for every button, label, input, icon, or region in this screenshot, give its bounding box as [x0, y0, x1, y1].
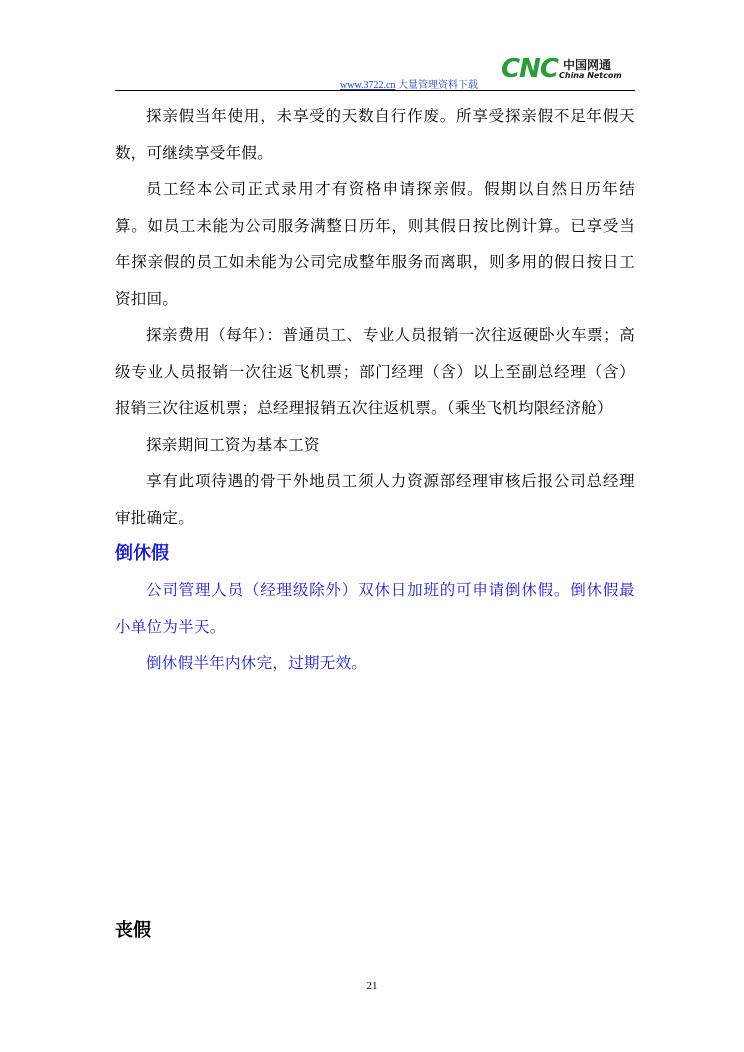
paragraph-home-leave-approval: 享有此项待遇的骨干外地员工须人力资源部经理审核后报公司总经理审批确定。 — [115, 472, 635, 527]
paragraph-home-leave-expenses: 探亲费用（每年）：普通员工、专业人员报销一次往返硬卧火车票；高级专业人员报销一次往返飞机票；部门经理（含）以上至副总经理（含）报销三次往返机票；总经理报销五次往返机票。（乘坐飞机均限经济舱） — [115, 326, 635, 417]
paragraph-comp-leave-rule: 公司管理人员（经理级除外）双休日加班的可申请倒休假。倒休假最小单位为半天。 — [115, 581, 635, 636]
document-body — [115, 98, 635, 682]
china-netcom-logo — [501, 54, 641, 90]
section-heading-bereavement-leave: 丧假 — [115, 920, 151, 941]
page-number: 21 — [366, 980, 378, 992]
logo-english-name: China Netcom — [559, 71, 622, 80]
header-url-link[interactable]: www.3722.cn — [340, 80, 396, 91]
page-header — [115, 48, 635, 92]
paragraph-home-leave-usage: 探亲假当年使用，未享受的天数自行作废。所享受探亲假不足年假天数，可继续享受年假。 — [115, 107, 635, 162]
paragraph-home-leave-eligibility: 员工经本公司正式录用才有资格申请探亲假。假期以自然日历年结算。如员工未能为公司服务满整日历年，则其假日按比例计算。已享受当年探亲假的员工如未能为公司完成整年服务而离职，则多用的假日按日工资扣回。 — [115, 180, 635, 308]
header-description: 大量管理资料下载 — [397, 80, 478, 91]
section-heading-comp-leave: 倒休假 — [115, 543, 169, 564]
paragraph-comp-leave-expiry: 倒休假半年内休完，过期无效。 — [146, 654, 368, 672]
logo-chinese-name: 中国网通 — [563, 58, 612, 72]
paragraph-home-leave-salary: 探亲期间工资为基本工资 — [146, 435, 320, 454]
header-divider — [115, 90, 635, 91]
header-download-note — [340, 76, 478, 91]
cnc-logo-mark: CNC — [501, 54, 558, 84]
